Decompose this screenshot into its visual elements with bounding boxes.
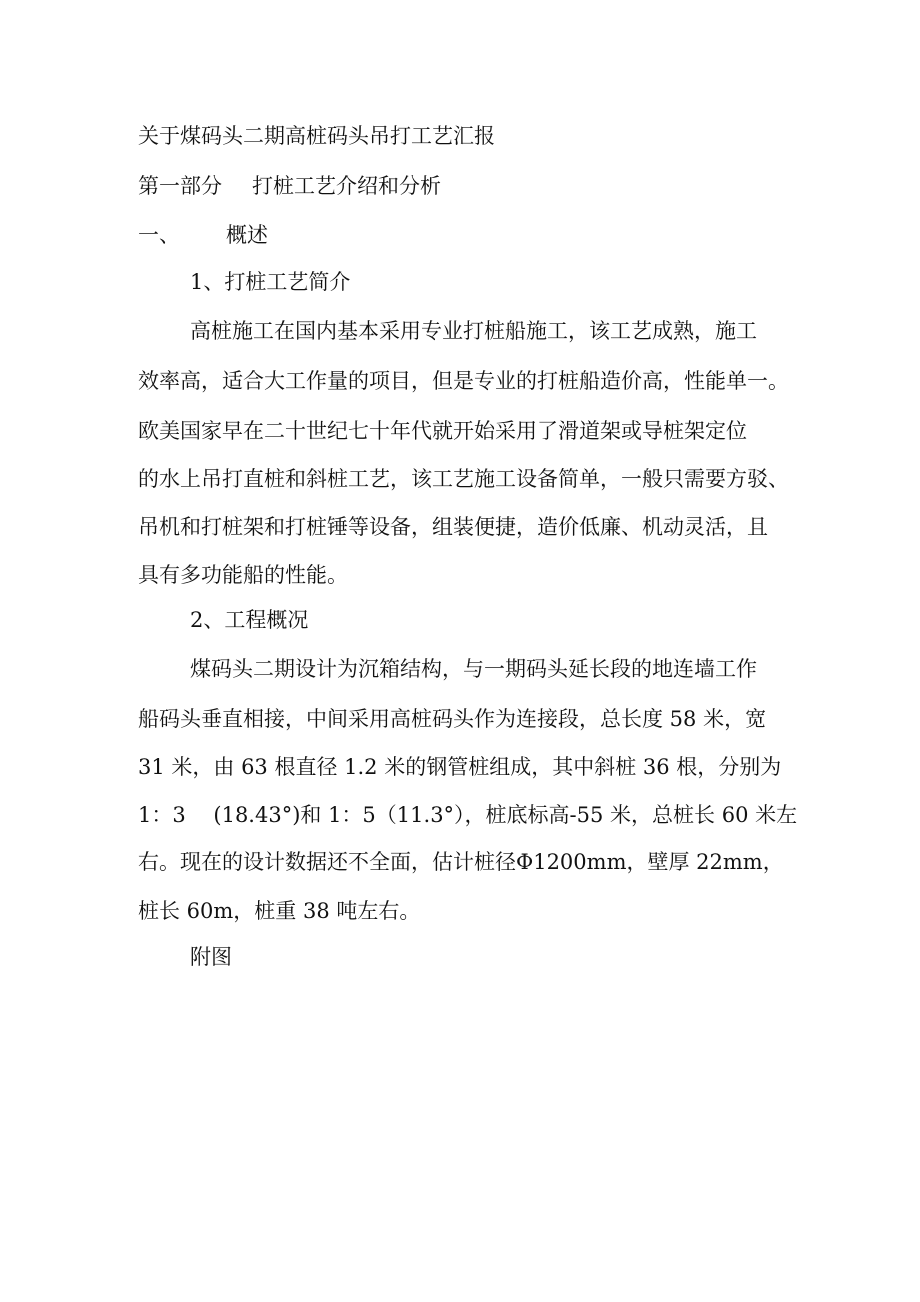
sub2-line: 船码头垂直相接，中间采用高桩码头作为连接段，总长度 58 米，宽	[138, 707, 767, 731]
sub1-line: 欧美国家早在二十世纪七十年代就开始采用了滑道架或导桩架定位	[138, 419, 747, 443]
sub2-line: 右。现在的设计数据还不全面，估计桩径Φ1200mm，壁厚 22mm，	[138, 850, 784, 874]
sub2-line: 31 米，由 63 根直径 1.2 米的钢管桩组成，其中斜桩 36 根，分别为	[138, 755, 782, 779]
sub2-heading: 2、工程概况	[190, 608, 309, 632]
sub1-line: 的水上吊打直桩和斜桩工艺，该工艺施工设备简单，一般只需要方驳、	[138, 467, 789, 491]
part-title: 打桩工艺介绍和分析	[252, 174, 441, 198]
sub1-line: 高桩施工在国内基本采用专业打桩船施工，该工艺成熟，施工	[190, 319, 757, 343]
sub1-line: 吊机和打桩架和打桩锤等设备，组装便捷，造价低廉、机动灵活，且	[138, 515, 768, 539]
sub2-line: 1：3 (18.43°)和 1：5（11.3°），桩底标高-55 米，总桩长 60 米左	[138, 803, 798, 827]
sub1-line: 具有多功能船的性能。	[138, 563, 348, 587]
section-one-heading	[138, 221, 268, 249]
sub2-line: 煤码头二期设计为沉箱结构，与一期码头延长段的地连墙工作	[190, 657, 757, 681]
part-heading	[138, 172, 441, 200]
part-label: 第一部分	[138, 174, 222, 198]
sub2-line: 桩长 60m，桩重 38 吨左右。	[138, 899, 421, 923]
document-title: 关于煤码头二期高桩码头吊打工艺汇报	[138, 124, 495, 148]
sub1-line: 效率高，适合大工作量的项目，但是专业的打桩船造价高，性能单一。	[138, 369, 789, 393]
section-one-title: 概述	[226, 223, 268, 247]
sub1-heading: 1、打桩工艺简介	[190, 270, 351, 294]
section-one-number: 一、	[138, 223, 180, 247]
appendix-label: 附图	[190, 945, 232, 969]
